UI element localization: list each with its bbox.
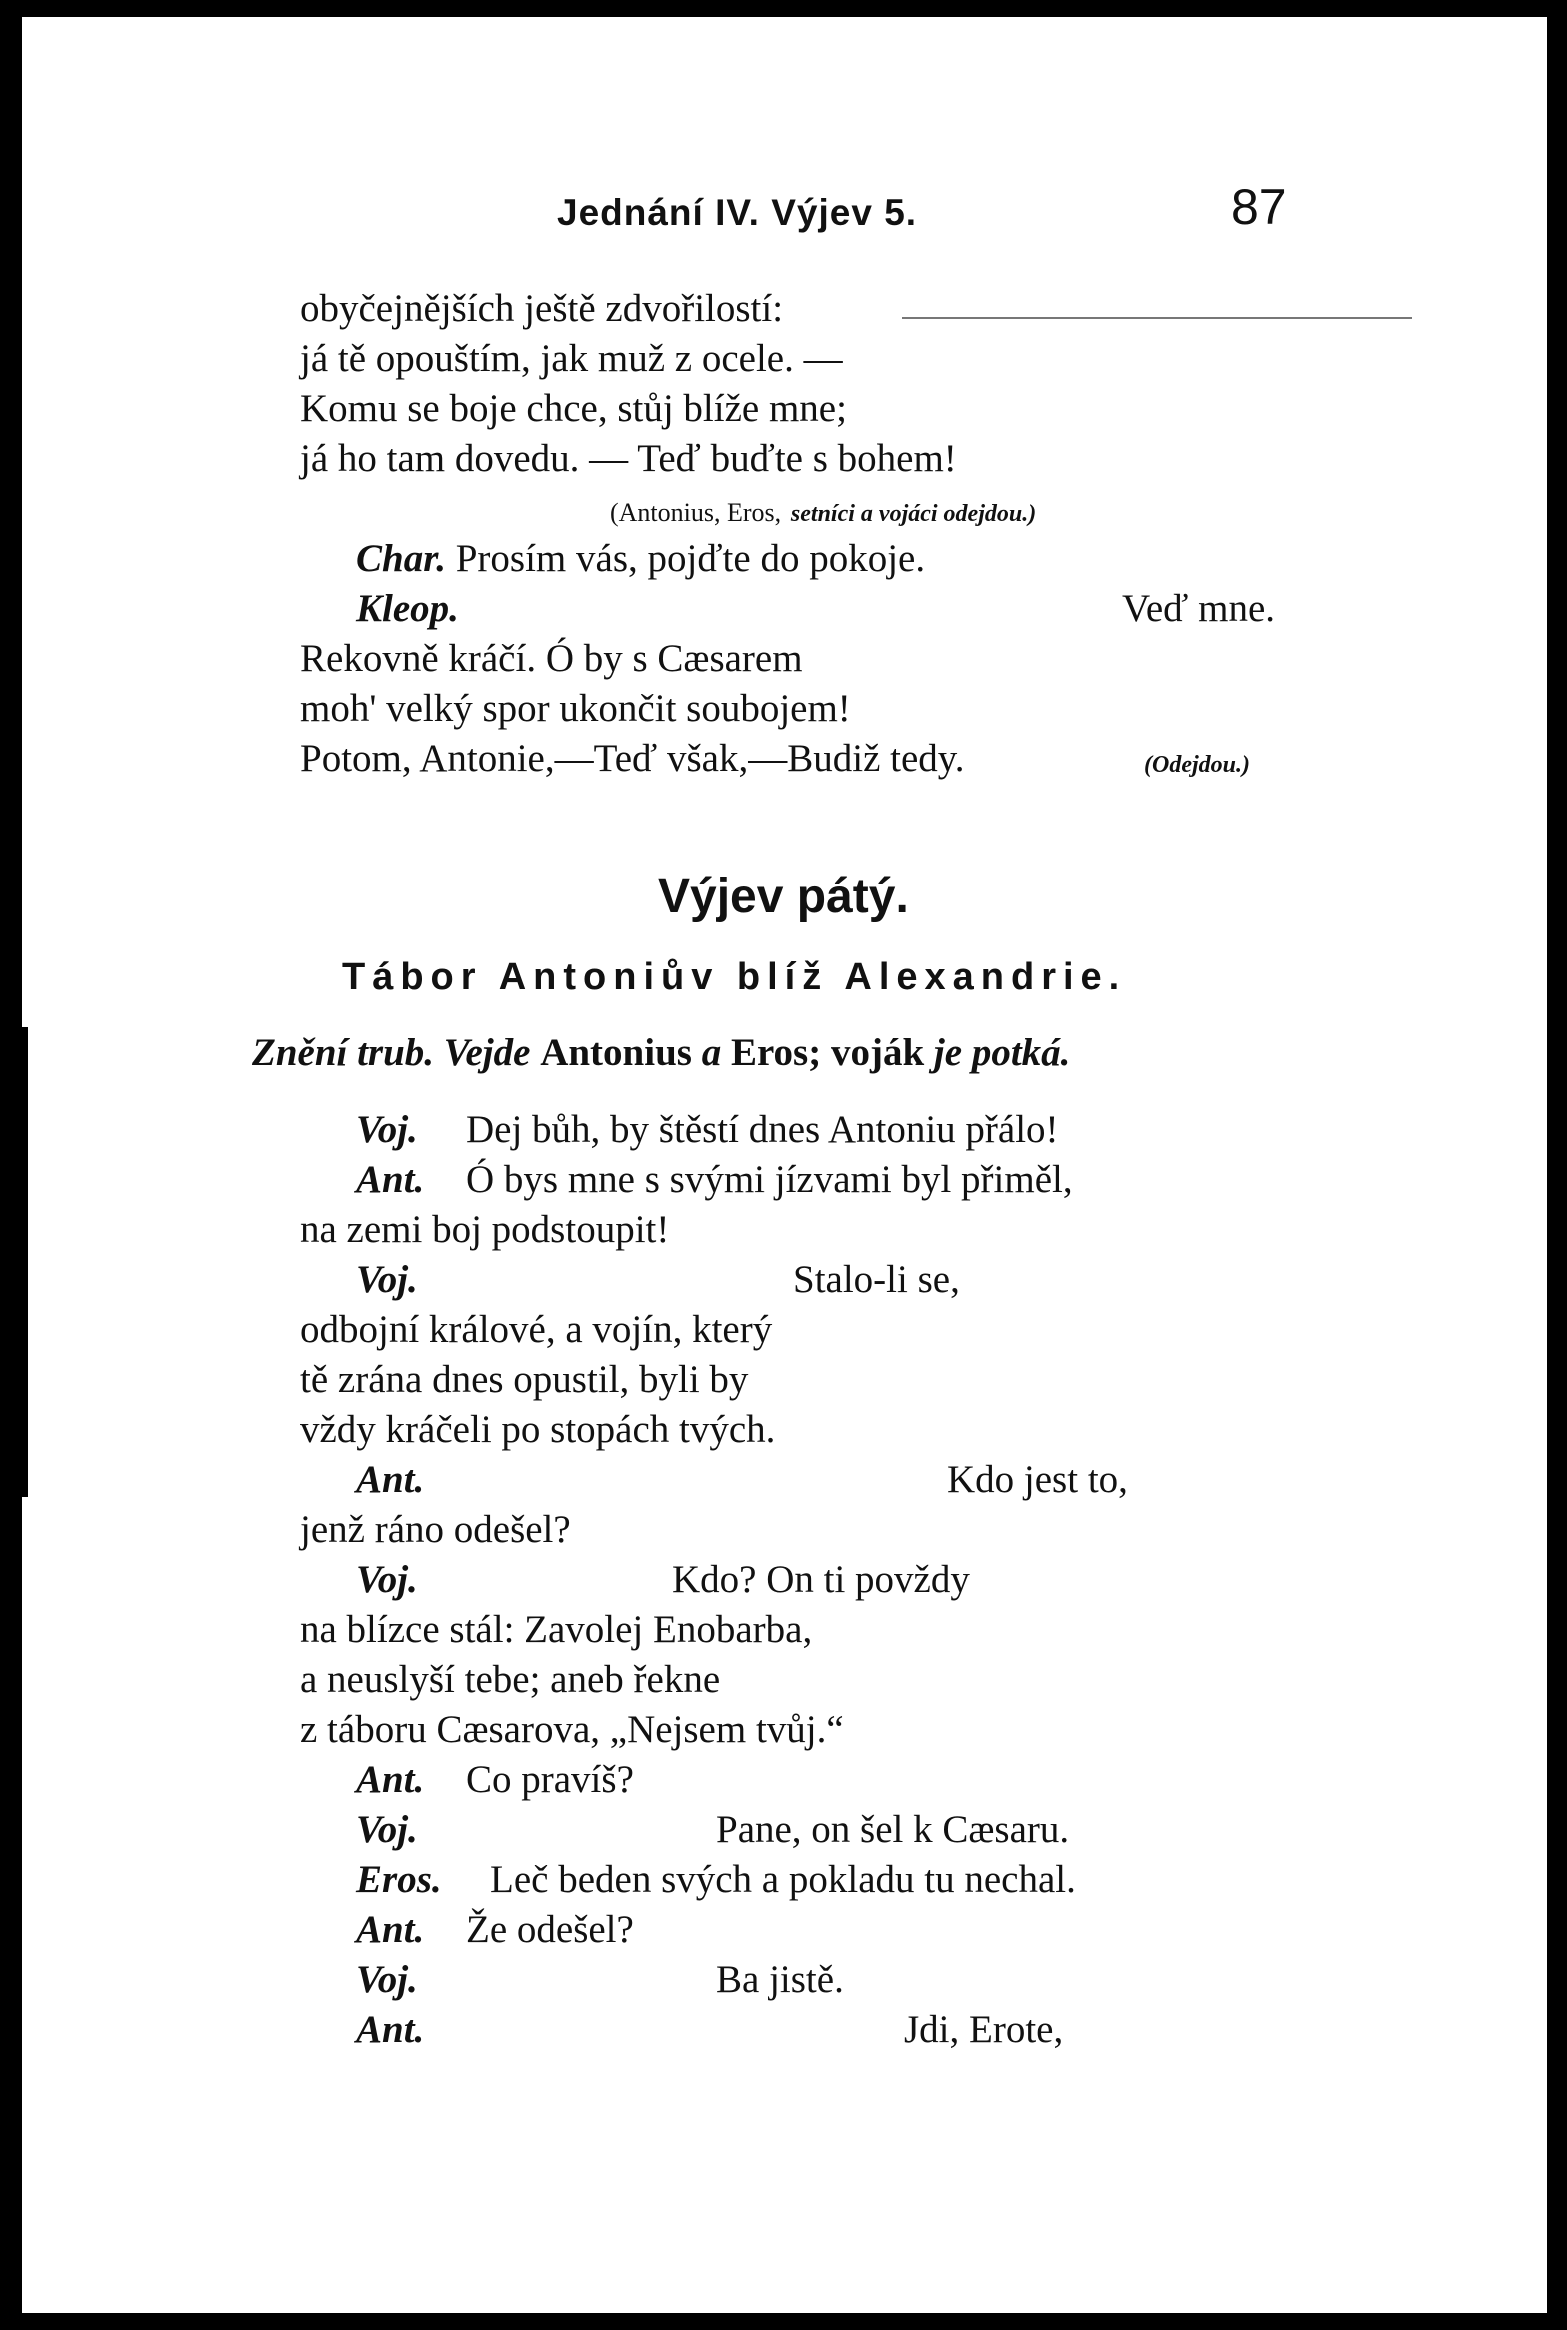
speech-text: z táboru Cæsarova, „Nejsem tvůj.“ [300,1708,844,1751]
character-name: voják [830,1031,925,1074]
speech-text: tě zrána dnes opustil, byli by [300,1358,749,1401]
character-name: Antonius [540,1031,692,1074]
speech-text: Ba jistě. [716,1958,844,2001]
speech-text: Že odešel? [466,1908,634,1951]
speaker: Ant. [356,1158,425,1201]
speaker: Ant. [356,1458,425,1501]
stage-direction-text: setníci a vojáci odejdou.) [790,501,1037,527]
binding-edge [22,1027,28,1497]
scene-direction [252,1029,1070,1077]
speech-text: Ó bys mne s svými jízvami byl přiměl, [466,1158,1073,1201]
stage-direction [610,485,1036,538]
scene-title: Výjev pátý. [658,870,909,923]
direction-text: a [701,1031,722,1074]
speech-text: Dej bůh, by štěstí dnes Antoniu přálo! [466,1108,1059,1151]
speech-text: Veď mne. [1122,587,1276,630]
speaker: Ant. [356,2008,425,2051]
speech-text: Leč beden svých a pokladu tu nechal. [490,1858,1076,1901]
stage-direction-names: (Antonius, Eros, [610,498,782,527]
speech-text: Jdi, Erote, [904,2008,1064,2051]
verse-line: já ho tam dovedu. — Teď buďte s bohem! [300,437,957,480]
speaker: Ant. [356,1758,425,1801]
character-name: Eros; [730,1031,822,1074]
speaker: Voj. [356,1258,418,1301]
verse-line: moh' velký spor ukončit soubojem! [300,687,851,730]
page-number: 87 [1231,179,1287,235]
speaker: Voj. [356,1958,418,2001]
speech-line [356,535,925,583]
stage-direction: (Odejdou.) [1144,752,1250,778]
speech-text: a neuslyší tebe; aneb řekne [300,1658,721,1701]
speaker: Ant. [356,1908,425,1951]
scene-place: Tábor Antoniův blíž Alexandrie. [342,956,1127,998]
speech-text: Prosím vás, pojďte do pokoje. [455,537,926,580]
verse-line: Komu se boje chce, stůj blíže mne; [300,387,847,430]
speaker: Char. [356,537,446,580]
speech-text: vždy kráčeli po stopách tvých. [300,1408,776,1451]
speech-text: na zemi boj podstoupit! [300,1208,670,1251]
speech-text: Pane, on šel k Cæsaru. [716,1808,1070,1851]
speech-text: na blízce stál: Zavolej Enobarba, [300,1608,813,1651]
book-page [22,17,1547,2313]
speech-text: Co pravíš? [466,1758,634,1801]
verse-line: Potom, Antonie,—Teď však,—Budiž tedy. [300,737,965,780]
speech-text: Kdo jest to, [947,1458,1128,1501]
verse-line: já tě opouštím, jak muž z ocele. — [300,337,843,380]
speech-text: odbojní králové, a vojín, který [300,1308,773,1351]
direction-text: je potká. [933,1031,1071,1074]
verse-line: obyčejnějších ještě zdvořilostí: [300,287,784,330]
speaker: Voj. [356,1808,418,1851]
speaker: Voj. [356,1558,418,1601]
running-title: Jednání IV. Výjev 5. [557,192,918,233]
speech-text: Stalo-li se, [793,1258,960,1301]
speaker: Eros. [356,1858,442,1901]
speaker: Kleop. [356,587,459,630]
pencil-stroke [902,317,1412,319]
speech-text: jenž ráno odešel? [300,1508,571,1551]
speech-text: Kdo? On ti povždy [672,1558,970,1601]
direction-text: Znění trub. Vejde [252,1031,531,1074]
verse-line: Rekovně kráčí. Ó by s Cæsarem [300,637,803,680]
speaker: Voj. [356,1108,418,1151]
